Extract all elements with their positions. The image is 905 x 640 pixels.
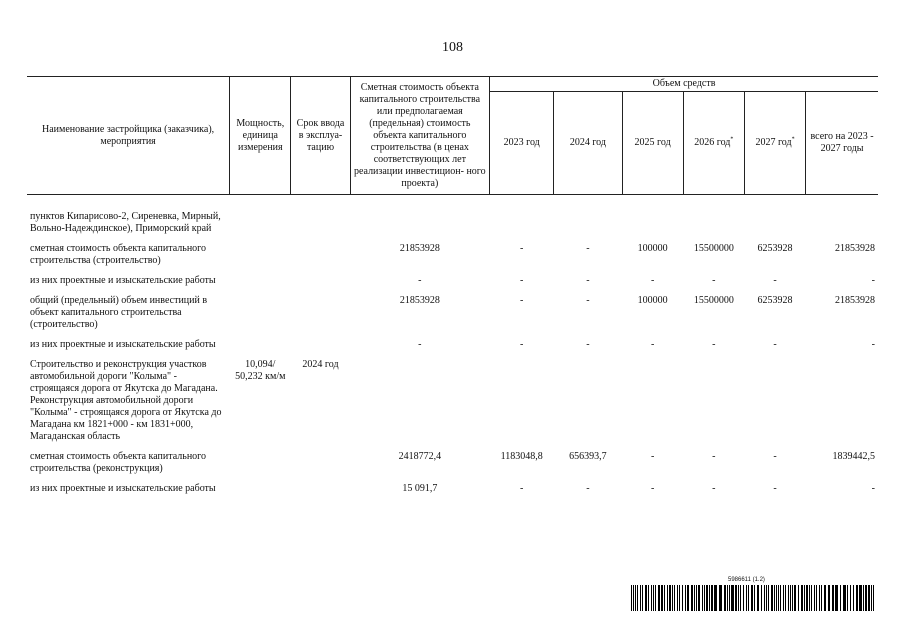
row-2027 <box>744 359 805 451</box>
row-2023: - <box>520 275 524 286</box>
row-2023 <box>490 359 554 451</box>
row-cost: 21853928 <box>399 295 440 306</box>
row-cost: 15 091,7 <box>402 483 438 494</box>
row-total <box>806 359 878 451</box>
row-2026: - <box>712 451 716 462</box>
row-2027: - <box>773 275 777 286</box>
table-row <box>27 451 878 483</box>
row-total: 21853928 <box>835 243 875 254</box>
row-capacity <box>230 483 291 495</box>
row-2025: 100000 <box>637 243 668 254</box>
row-name: из них проектные и изыскательские работы <box>30 339 216 350</box>
row-cost <box>350 195 489 244</box>
row-total <box>806 195 878 244</box>
barcode-number: 5986611 (1.2) <box>728 577 765 583</box>
row-name: из них проектные и изыскательские работы <box>30 483 216 494</box>
row-2025: - <box>650 275 655 286</box>
row-2025 <box>622 195 683 244</box>
row-2024: - <box>586 243 590 254</box>
row-total: - <box>871 339 875 350</box>
row-name: Строительство и реконструкция участков автомобильной дороги "Колыма" - строящаяся дорога от Якутска до Магадана. Реконструкция автомобильной дороги "Колыма" - строящаяся дорога от Якутска до Магадана км 1821+000 - км 1831+000, Магаданская область <box>30 359 222 442</box>
row-2023: - <box>520 339 524 350</box>
row-name: пунктов Кипарисово-2, Сиреневка, Мирный, Вольно-Надеждинское), Приморский край <box>30 211 221 234</box>
footnote-mark: * <box>791 136 795 143</box>
row-2025: - <box>650 339 655 350</box>
row-term <box>291 339 350 359</box>
row-cost <box>350 359 489 451</box>
row-2023: - <box>520 295 524 306</box>
row-2025: 100000 <box>637 295 668 306</box>
header-term: Срок ввода в эксплуа- тацию <box>291 77 350 195</box>
row-name: сметная стоимость объекта капитального строительства (реконструкция) <box>30 451 207 474</box>
header-total: всего на 2023 - 2027 годы <box>806 92 878 195</box>
header-volume: Объем средств <box>490 77 878 92</box>
row-2026 <box>683 195 744 244</box>
row-capacity <box>230 451 291 483</box>
row-term <box>291 195 350 244</box>
row-capacity <box>230 243 291 275</box>
row-cost: 2418772,4 <box>398 451 442 462</box>
table-row <box>27 275 878 295</box>
row-2027: - <box>773 451 777 462</box>
table-row <box>27 359 878 451</box>
header-cost: Сметная стоимость объекта капитального строительства или предполагаемая (предельная) стоимость объекта капитального строительства (в ценах соответствующих лет реализации инвестицион- ного проекта) <box>350 77 489 195</box>
row-2025: - <box>650 451 655 462</box>
header-year-2025: 2025 год <box>622 92 683 195</box>
row-2024: 656393,7 <box>569 451 607 462</box>
header-capacity: Мощность, единица измерения <box>230 77 291 195</box>
row-2026: - <box>712 483 716 494</box>
row-name: общий (предельный) объем инвестиций в объект капитального строительства (строительство) <box>30 295 208 330</box>
row-2024: - <box>586 483 590 494</box>
row-total: - <box>871 275 875 286</box>
row-2026: 15500000 <box>693 295 734 306</box>
row-term <box>291 483 350 495</box>
row-2027 <box>744 195 805 244</box>
table-header <box>27 77 878 195</box>
table-row <box>27 243 878 275</box>
row-term: 2024 год <box>302 359 339 370</box>
barcode-icon <box>631 585 876 611</box>
row-capacity: 10,094/ 50,232 км/м <box>235 359 286 382</box>
row-2026: - <box>712 275 716 286</box>
row-2023 <box>490 195 554 244</box>
row-capacity <box>230 295 291 339</box>
row-2024: - <box>586 295 590 306</box>
row-name: сметная стоимость объекта капитального строительства (строительство) <box>30 243 207 266</box>
row-2024: - <box>586 275 590 286</box>
row-2027: 6253928 <box>757 295 793 306</box>
row-2027: - <box>773 483 777 494</box>
row-capacity <box>230 275 291 295</box>
row-term <box>291 243 350 275</box>
row-cost: - <box>418 275 422 286</box>
header-year-2024: 2024 год <box>554 92 622 195</box>
row-2024: - <box>586 339 590 350</box>
header-name: Наименование застройщика (заказчика), мероприятия <box>27 77 230 195</box>
row-term <box>291 275 350 295</box>
row-capacity <box>230 195 291 244</box>
table-row <box>27 483 878 495</box>
row-cost: - <box>418 339 422 350</box>
row-name: из них проектные и изыскательские работы <box>30 275 216 286</box>
row-total: 21853928 <box>835 295 875 306</box>
header-year-2026: 2026 год* <box>683 92 744 195</box>
row-2026: 15500000 <box>693 243 734 254</box>
header-year-2023: 2023 год <box>490 92 554 195</box>
row-total: - <box>871 483 875 494</box>
row-term <box>291 451 350 483</box>
row-2027: 6253928 <box>757 243 793 254</box>
row-capacity <box>230 339 291 359</box>
row-2027: - <box>773 339 777 350</box>
row-2023: - <box>520 243 524 254</box>
row-2023: - <box>520 483 524 494</box>
row-2025 <box>622 359 683 451</box>
table-row <box>27 295 878 339</box>
row-2024 <box>554 195 622 244</box>
investment-table <box>27 76 878 495</box>
row-term <box>291 295 350 339</box>
header-year-2027: 2027 год* <box>744 92 805 195</box>
page-number: 108 <box>442 40 463 55</box>
row-2026 <box>683 359 744 451</box>
row-2025: - <box>650 483 655 494</box>
table-row <box>27 195 878 244</box>
table-row <box>27 339 878 359</box>
row-2026: - <box>712 339 716 350</box>
row-cost: 21853928 <box>399 243 440 254</box>
row-total: 1839442,5 <box>832 451 875 462</box>
row-2024 <box>554 359 622 451</box>
row-2023: 1183048,8 <box>500 451 543 462</box>
table-body <box>27 195 878 496</box>
footnote-mark: * <box>730 136 734 143</box>
